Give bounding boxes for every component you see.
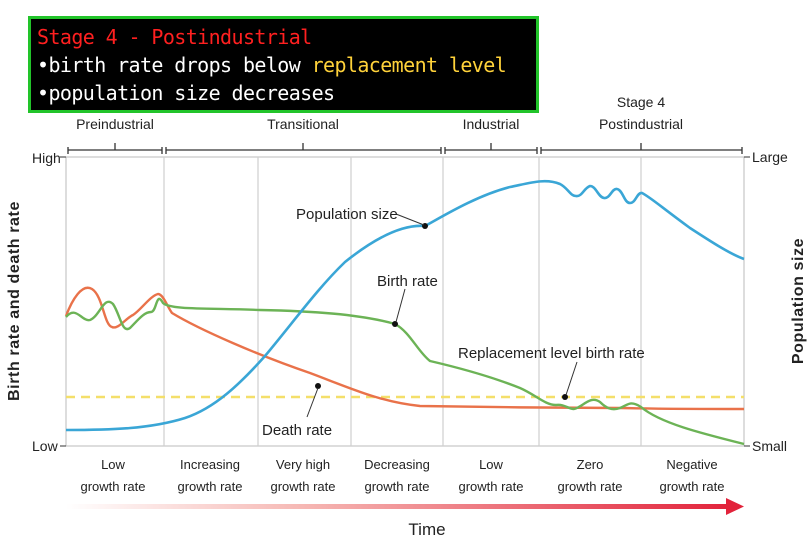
population-label: Population size: [296, 206, 398, 223]
bracket-transitional: [166, 143, 441, 154]
left-axis-title: Birth rate and death rate: [6, 201, 23, 401]
growth-label-7a: Negative: [666, 457, 718, 472]
growth-label-6b: growth rate: [557, 479, 623, 494]
right-axis-large: Large: [752, 149, 788, 165]
growth-label-5a: Low: [479, 457, 503, 472]
growth-label-2b: growth rate: [177, 479, 243, 494]
stage-brackets: [68, 143, 742, 154]
replacement-label: Replacement level birth rate: [458, 345, 645, 362]
time-arrow-shaft: [66, 504, 730, 509]
stage-label-industrial: Industrial: [462, 116, 520, 132]
stage-label-postindustrial: Postindustrial: [598, 116, 684, 132]
growth-label-4a: Decreasing: [364, 457, 430, 472]
growth-label-5b: growth rate: [458, 479, 524, 494]
stage-label-transitional: Transitional: [267, 116, 339, 132]
birth-label: Birth rate: [377, 273, 438, 290]
growth-label-3a: Very high: [275, 457, 331, 472]
death-label: Death rate: [262, 422, 333, 439]
growth-label-1b: growth rate: [80, 479, 146, 494]
growth-labels: [80, 457, 724, 494]
birth-marker: [392, 321, 398, 327]
stage-label-stage4: Stage 4: [616, 94, 666, 110]
callout-title: Stage 4 - Postindustrial: [37, 25, 312, 49]
growth-label-2a: Increasing: [180, 457, 240, 472]
growth-label-3b: growth rate: [270, 479, 336, 494]
bracket-postindustrial: [541, 143, 742, 154]
stage4-callout-box: [28, 16, 539, 113]
replacement-marker: [562, 394, 568, 400]
growth-label-6a: Zero: [576, 457, 604, 472]
growth-label-1a: Low: [101, 457, 125, 472]
right-axis-small: Small: [752, 438, 788, 454]
callout-highlight: replacement level: [311, 53, 507, 77]
time-arrow-head: [726, 498, 744, 515]
bracket-industrial: [445, 143, 537, 154]
growth-label-4b: growth rate: [364, 479, 430, 494]
bracket-preindustrial: [68, 143, 162, 154]
population-marker: [422, 223, 428, 229]
left-axis-low: Low: [32, 438, 58, 454]
time-axis-title: Time: [408, 520, 446, 539]
plot-area: [66, 157, 744, 446]
callout-line-2: •population size decreases: [37, 81, 335, 105]
callout-line-1-text: •birth rate drops below: [37, 53, 312, 77]
callout-line-1: [37, 51, 530, 79]
left-axis-high: High: [32, 150, 61, 166]
right-axis-title: Population size: [790, 237, 807, 365]
stage-label-preindustrial: Preindustrial: [76, 116, 154, 132]
growth-label-7b: growth rate: [659, 479, 725, 494]
